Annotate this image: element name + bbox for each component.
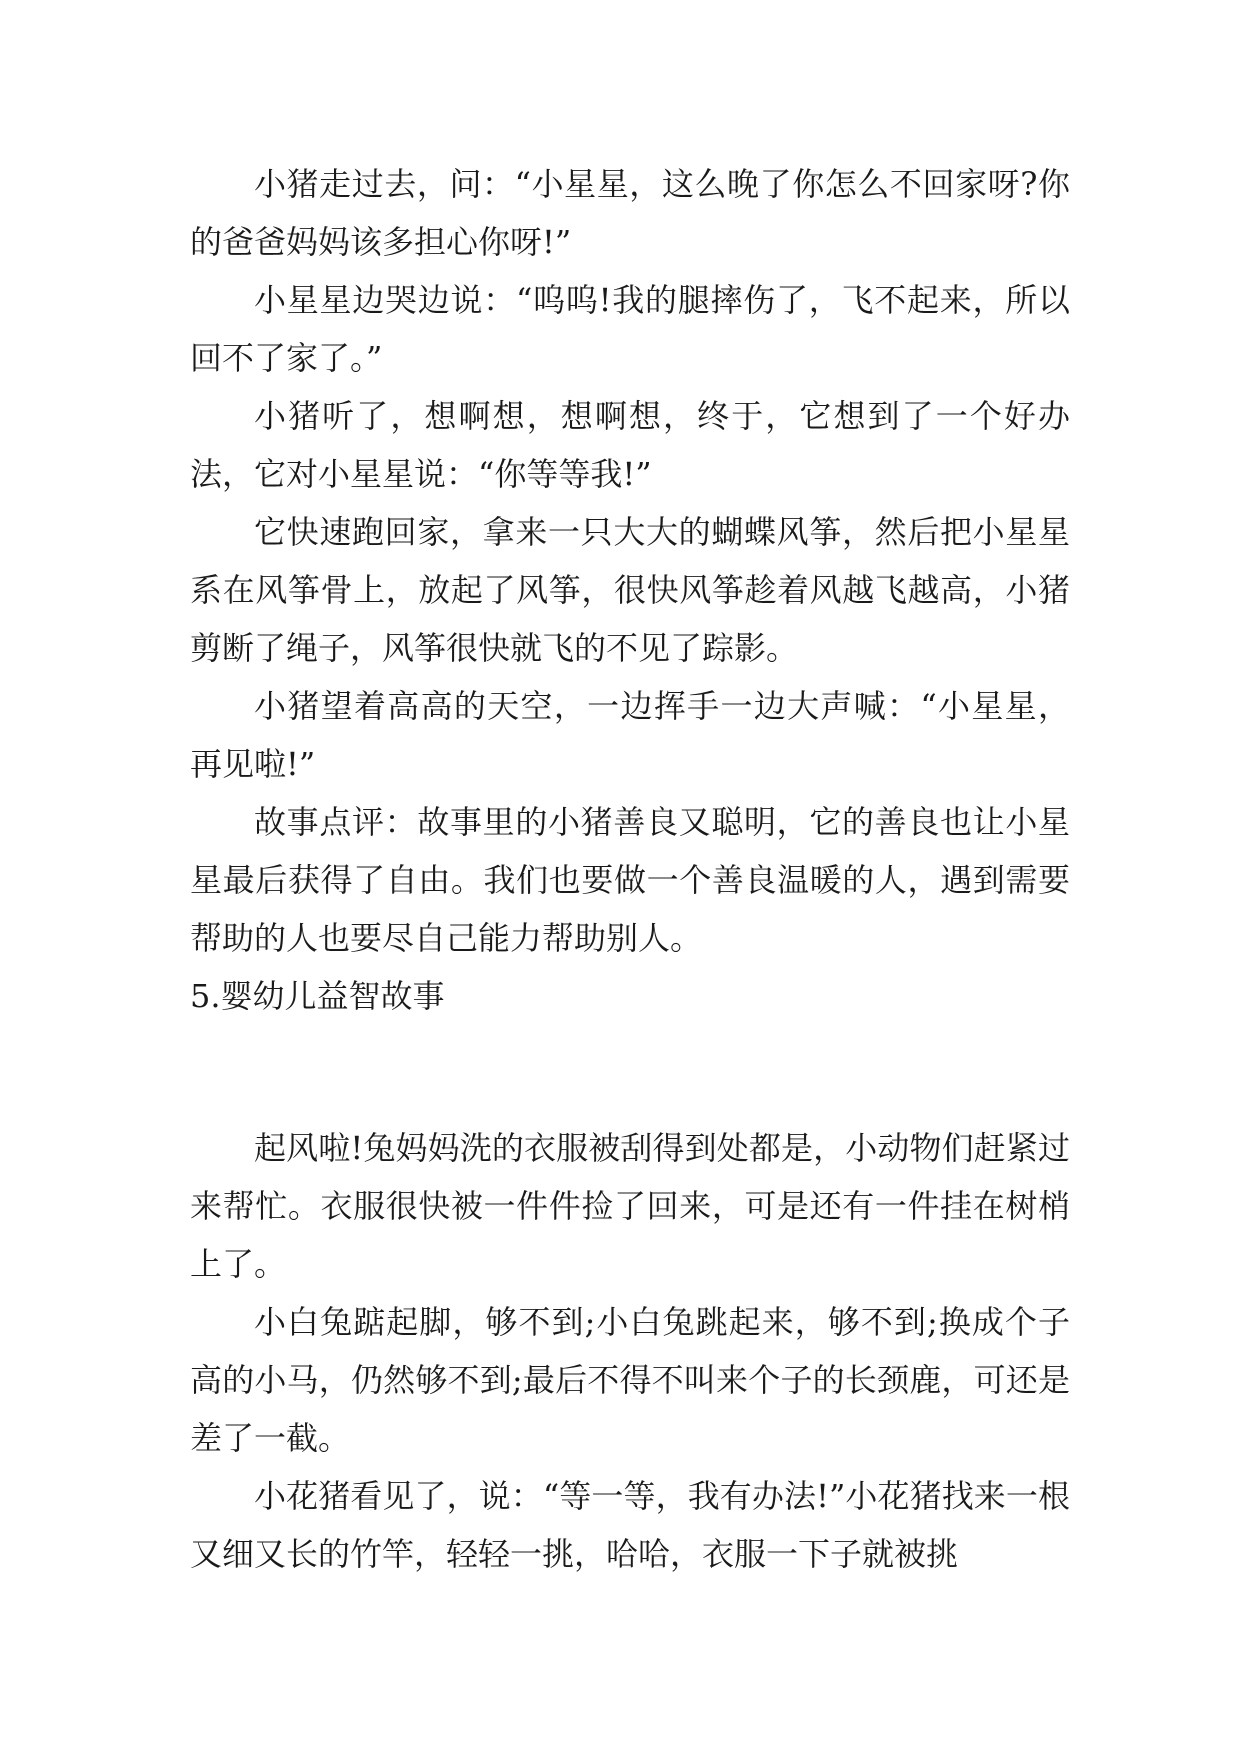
document-page — [190, 155, 1070, 1583]
paragraph: 小白兔踮起脚，够不到;小白兔跳起来，够不到;换成个子高的小马，仍然够不到;最后不得不叫来个子的长颈鹿，可还是差了一截。 — [190, 1303, 1070, 1457]
paragraph: 它快速跑回家，拿来一只大大的蝴蝶风筝，然后把小星星系在风筝骨上，放起了风筝，很快风筝趁着风越飞越高，小猪剪断了绳子，风筝很快就飞的不见了踪影。 — [190, 513, 1070, 667]
section-heading: 5.婴幼儿益智故事 — [190, 977, 445, 1015]
paragraph: 小花猪看见了，说：“等一等，我有办法!”小花猪找来一根又细又长的竹竿，轻轻一挑，哈哈，衣服一下子就被挑 — [190, 1477, 1070, 1573]
paragraph: 小猪走过去，问：“小星星，这么晚了你怎么不回家呀?你的爸爸妈妈该多担心你呀!” — [190, 165, 1070, 261]
story-comment-paragraph: 故事点评：故事里的小猪善良又聪明，它的善良也让小星星最后获得了自由。我们也要做一个善良温暖的人，遇到需要帮助的人也要尽自己能力帮助别人。 — [190, 803, 1070, 957]
paragraph: 小猪望着高高的天空，一边挥手一边大声喊：“小星星，再见啦!” — [190, 687, 1070, 783]
paragraph: 小猪听了，想啊想，想啊想，终于，它想到了一个好办法，它对小星星说：“你等等我!” — [190, 397, 1070, 493]
paragraph: 小星星边哭边说：“呜呜!我的腿摔伤了，飞不起来，所以回不了家了。” — [190, 281, 1070, 377]
blank-space — [190, 1025, 1070, 1119]
paragraph: 起风啦!兔妈妈洗的衣服被刮得到处都是，小动物们赶紧过来帮忙。衣服很快被一件件捡了回来，可是还有一件挂在树梢上了。 — [190, 1129, 1070, 1283]
